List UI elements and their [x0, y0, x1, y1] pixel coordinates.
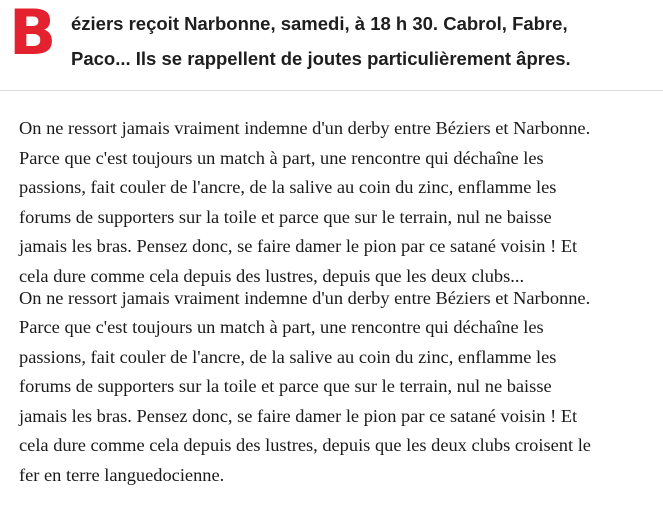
full-text-line: jamais les bras. Pensez donc, se faire damer le pion par ce satané voisin ! Et — [19, 405, 578, 426]
headline-line-2: Paco... Ils se rappellent de joutes particulièrement âpres. — [71, 48, 571, 69]
excerpt-line: cela dure comme cela depuis des lustres, depuis que les deux clubs... — [19, 265, 525, 286]
full-text-line: Parce que c'est toujours un match à part, une rencontre qui déchaîne les — [19, 317, 544, 337]
drop-cap-letter: B — [9, 0, 57, 69]
excerpt-line: On ne ressort jamais vraiment indemne d'un derby entre Béziers et Narbonne. — [19, 118, 591, 138]
article-header — [0, 0, 663, 91]
excerpt-line: jamais les bras. Pensez donc, se faire damer le pion par ce satané voisin ! Et — [19, 236, 578, 256]
excerpt-line: forums de supporters sur la toile et parce que sur le terrain, nul ne baisse — [19, 206, 552, 227]
excerpt-line: passions, fait couler de l'ancre, de la salive au coin du zinc, enflamme les — [19, 177, 557, 197]
full-text-line: fer en terre languedocienne. — [19, 464, 225, 485]
article-body — [19, 116, 659, 492]
full-text-line: cela dure comme cela depuis des lustres, depuis que les deux clubs croisent le — [19, 435, 591, 455]
excerpt-line: Parce que c'est toujours un match à part, une rencontre qui déchaîne les — [19, 147, 544, 168]
full-text-line: On ne ressort jamais vraiment indemne d'un derby entre Béziers et Narbonne. — [19, 287, 591, 308]
full-text-line: forums de supporters sur la toile et parce que sur le terrain, nul ne baisse — [19, 376, 552, 396]
headline-line-1: éziers reçoit Narbonne, samedi, à 18 h 30. Cabrol, Fabre, — [71, 13, 568, 34]
full-text-line: passions, fait couler de l'ancre, de la salive au coin du zinc, enflamme les — [19, 346, 557, 367]
